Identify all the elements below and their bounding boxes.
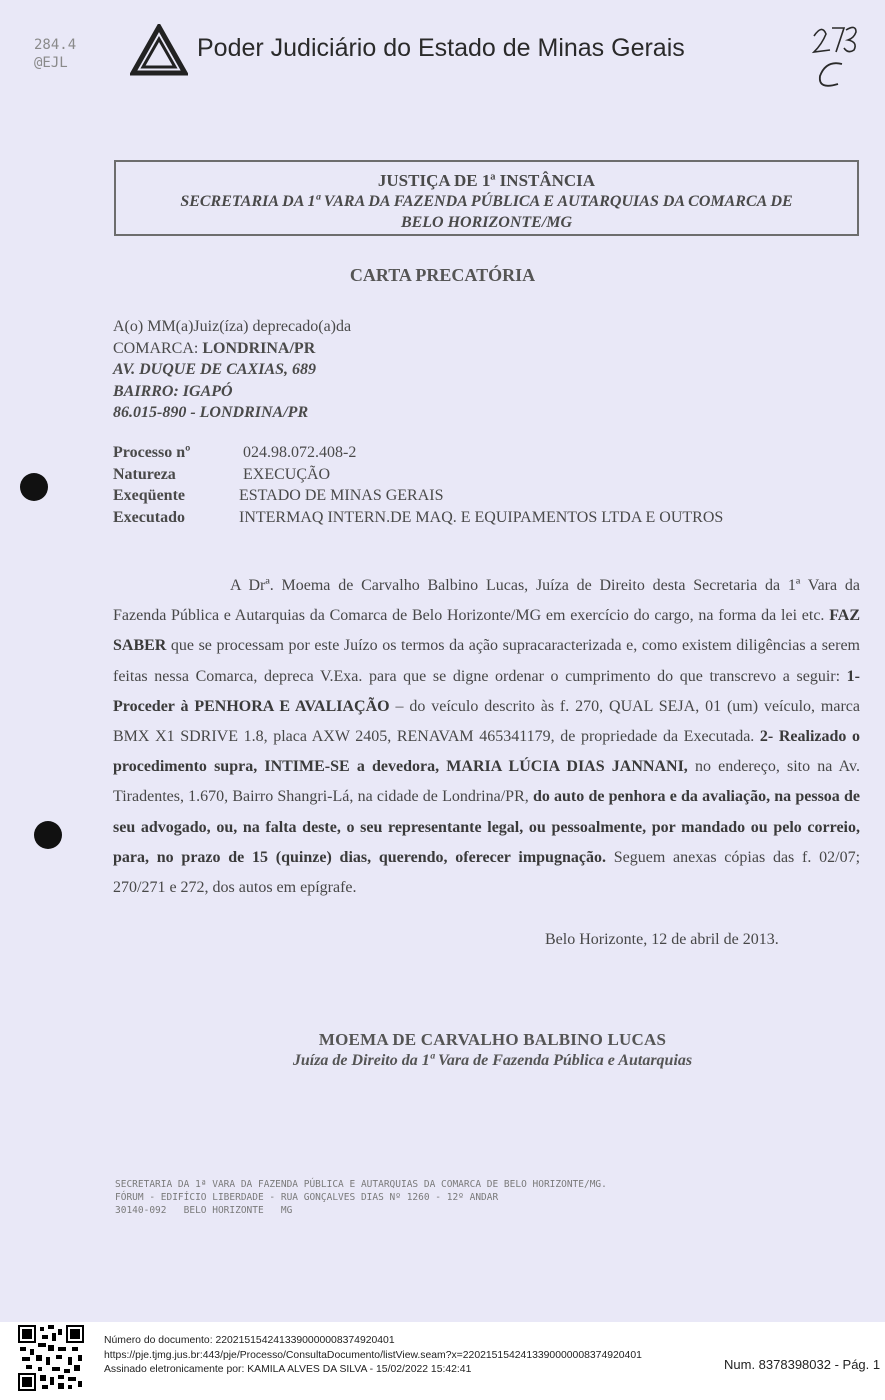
letter-body	[113, 571, 860, 903]
executado-label: Executado	[113, 508, 185, 526]
order-item-1: 1- Proceder à PENHORA E AVALIAÇÃO	[113, 667, 860, 715]
nature-label: Natureza	[113, 465, 176, 483]
faz-saber: FAZ SABER	[113, 607, 860, 655]
court-section-box	[114, 160, 859, 236]
addressee-line-3: AV. DUQUE DE CAXIAS, 689	[113, 361, 317, 378]
signed-by: Assinado eletronicamente por: KAMILA ALVES DA SILVA - 15/02/2022 15:42:41	[104, 1364, 472, 1375]
box-line-1: JUSTIÇA DE 1ª INSTÂNCIA	[377, 171, 596, 190]
judge-role: Juíza de Direito da 1ª Vara de Fazenda Pública e Autarquias	[292, 1052, 693, 1069]
body-part-2: que se processam por este Juízo os termos da ação supracaracterizada e, como existem diligências a serem feitas nessa Comarca, depreca V.Exa. para que se digne ordenar o cumprimento do que transcrevo a seguir:	[113, 637, 860, 685]
protocol-stamp	[34, 36, 76, 72]
handwritten-page-number	[808, 18, 864, 94]
footer-line-2: FÓRUM - EDIFÍCIO LIBERDADE - RUA GONÇALVES DIAS Nº 1260 - 12º ANDAR	[115, 1192, 499, 1203]
addressee-line-5: 86.015-890 - LONDRINA/PR	[113, 404, 309, 421]
process-value: 024.98.072.408-2	[243, 444, 357, 461]
footer-line-3: 30140-092 BELO HORIZONTE MG	[115, 1205, 293, 1216]
nature-value: EXECUÇÃO	[243, 465, 331, 483]
tjmg-triangle-logo	[130, 24, 188, 76]
date-line: Belo Horizonte, 12 de abril de 2013.	[545, 931, 779, 948]
addressee-line-2	[113, 338, 351, 360]
order-item-2: 2- Realizado o procedimento supra, INTIME-SE a devedora, MARIA LÚCIA DIAS JANNANI,	[113, 728, 860, 776]
box-line-2: SECRETARIA DA 1ª VARA DA FAZENDA PÚBLICA E AUTARQUIAS DA COMARCA DE	[180, 193, 793, 210]
exequente-label: Exeqüente	[113, 487, 185, 504]
body-bold-clause: do auto de penhora e da avaliação, na pessoa de seu advogado, ou, na falta deste, o seu representante legal, ou pessoalmente, por mandado ou pelo correio, para, no prazo de 15 (quinze) dias, querendo, oferecer impugnação.	[113, 788, 860, 866]
punch-hole	[34, 821, 62, 849]
exequente-value: ESTADO DE MINAS GERAIS	[239, 487, 444, 504]
document-url[interactable]: https://pje.tjmg.jus.br:443/pje/Processo/ConsultaDocumento/listView.seam?x=22021515424133900000083749204​01	[104, 1349, 642, 1361]
page-reference: Num. 8378398032 - Pág. 1	[724, 1357, 881, 1372]
body-part-5: Seguem anexas cópias das f. 02/07; 270/271 e 272, dos autos em epígrafe.	[113, 848, 861, 897]
body-part-1: A Drª. Moema de Carvalho Balbino Lucas, Juíza de Direito desta Secretaria da 1ª Vara da Fazenda Pública e Autarquias da Comarca de Belo Horizonte/MG em exercício do cargo, na forma da lei etc.	[113, 577, 860, 625]
signature-block	[0, 1030, 885, 1070]
stamp-line-1: 284.4	[34, 37, 77, 53]
footer-line-1: SECRETARIA DA 1ª VARA DA FAZENDA PÚBLICA E AUTARQUIAS DA COMARCA DE BELO HORIZONTE/MG.	[115, 1179, 607, 1190]
box-line-3: BELO HORIZONTE/MG	[400, 214, 573, 231]
court-name: Poder Judiciário do Estado de Minas Gerais	[197, 34, 685, 62]
comarca-value: LONDRINA/PR	[202, 339, 316, 357]
executado-value: INTERMAQ INTERN.DE MAQ. E EQUIPAMENTOS LTDA E OUTROS	[239, 508, 724, 526]
punch-hole	[20, 473, 48, 501]
footer-address	[115, 1178, 607, 1217]
addressee-line-4: BAIRRO: IGAPÓ	[113, 382, 233, 400]
addressee-line-1: A(o) MM(a)Juiz(íza) deprecado(a)da	[113, 318, 352, 335]
comarca-label: COMARCA:	[113, 339, 203, 357]
stamp-line-2: @EJL	[34, 55, 68, 71]
process-label: Processo nº	[113, 444, 191, 461]
body-part-3: – do veículo descrito às f. 270, QUAL SEJA, 01 (um) veículo, marca BMX X1 SDRIVE 1.8, placa AXW 2405, RENAVAM 465341179, de propriedade da Executada.	[113, 697, 860, 746]
document-number: Número do documento: 22021515424133900000083749204​01	[104, 1335, 395, 1346]
body-part-4: no endereço, sito na Av. Tiradentes, 1.670, Bairro Shangri-Lá, na cidade de Londrina/PR,	[113, 758, 860, 806]
qr-code-icon[interactable]	[18, 1325, 84, 1391]
judge-name: MOEMA DE CARVALHO BALBINO LUCAS	[318, 1030, 667, 1049]
addressee-block	[113, 316, 351, 424]
document-title: CARTA PRECATÓRIA	[349, 265, 536, 285]
electronic-info	[104, 1334, 642, 1378]
